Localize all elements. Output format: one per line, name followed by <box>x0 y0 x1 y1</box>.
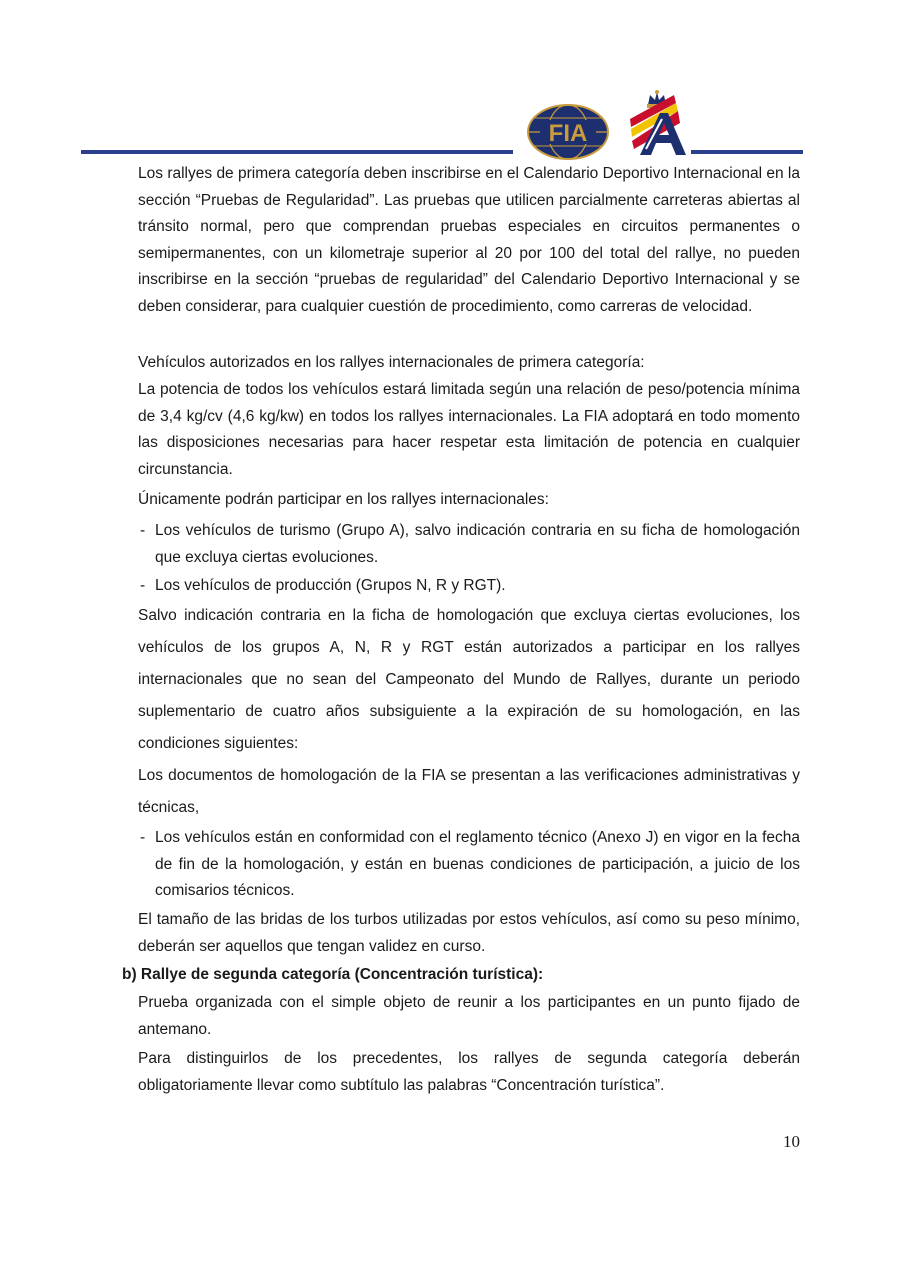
paragraph-bridas-turbos: El tamaño de las bridas de los turbos utilizadas por estos vehículos, así como su peso mínimo, deberán ser aquellos que tengan validez en curso. <box>138 911 800 955</box>
paragraph-prueba-organizada: Prueba organizada con el simple objeto de reunir a los participantes en un punto fijado de antemano. <box>138 994 800 1038</box>
header-rule-right <box>691 150 803 154</box>
page-number: 10 <box>783 1132 800 1151</box>
list-item <box>138 573 800 600</box>
paragraph-distinguirlos: Para distinguirlos de los precedentes, los rallyes de segunda categoría deberán obligatoriamente llevar como subtítulo las palabras “Concentración turística”. <box>138 1050 800 1094</box>
fia-logo <box>526 103 610 161</box>
list-item <box>138 518 800 571</box>
paragraph-unicamente: Únicamente podrán participar en los rallyes internacionales: <box>138 491 549 508</box>
list-dash: - <box>140 522 146 539</box>
list-item-text: Los vehículos de producción (Grupos N, R y RGT). <box>155 577 506 594</box>
paragraph-vehiculos-autorizados: Vehículos autorizados en los rallyes internacionales de primera categoría: <box>138 354 645 371</box>
list-dash: - <box>140 577 146 594</box>
list-item-text: Los vehículos de turismo (Grupo A), salvo indicación contraria en su ficha de homologación que excluya ciertas evoluciones. <box>155 522 800 566</box>
fia-logo-text: FIA <box>548 120 588 147</box>
rfea-logo <box>626 89 688 157</box>
paragraph-documentos-homologacion: Los documentos de homologación de la FIA se presentan a las verificaciones administrativas y técnicas, <box>138 767 800 816</box>
paragraph-potencia: La potencia de todos los vehículos estará limitada según una relación de peso/potencia mínima de 3,4 kg/cv (4,6 kg/kw) en todos los rallyes internacionales. La FIA adoptará en todo momento las disposiciones necesarias para hacer respetar esta limitación de potencia en cualquier circunstancia. <box>138 381 800 478</box>
header-rule-left <box>81 150 513 154</box>
section-heading-segunda-categoria: b) Rallye de segunda categoría (Concentración turística): <box>122 966 544 983</box>
list-item <box>138 825 800 905</box>
list-dash: - <box>140 829 146 846</box>
list-item-text: Los vehículos están en conformidad con el reglamento técnico (Anexo J) en vigor en la fecha de fin de la homologación, y están en buenas condiciones de participación, a juicio de los comisarios técnicos. <box>155 829 800 900</box>
paragraph-salvo-indicacion: Salvo indicación contraria en la ficha de homologación que excluya ciertas evoluciones, los vehículos de los grupos A, N, R y RGT están autorizados a participar en los rallyes internacionales que no sean del Campeonato del Mundo de Rallyes, durante un periodo suplementario de cuatro años subsiguiente a la expiración de su homologación, en las condiciones siguientes: <box>138 607 800 752</box>
paragraph-primera-categoria: Los rallyes de primera categoría deben inscribirse en el Calendario Deportivo Internacional en la sección “Pruebas de Regularidad”. Las pruebas que utilicen parcialmente carreteras abiertas al tránsito normal, pero que comprendan pruebas especiales en circuitos permanentes o semipermanentes, con un kilometraje superior al 20 por 100 del total del rallye, no pueden inscribirse en la sección “pruebas de regularidad” del Calendario Deportivo Internacional y se deben considerar, para cualquier cuestión de procedimiento, como carreras de velocidad. <box>138 165 800 315</box>
